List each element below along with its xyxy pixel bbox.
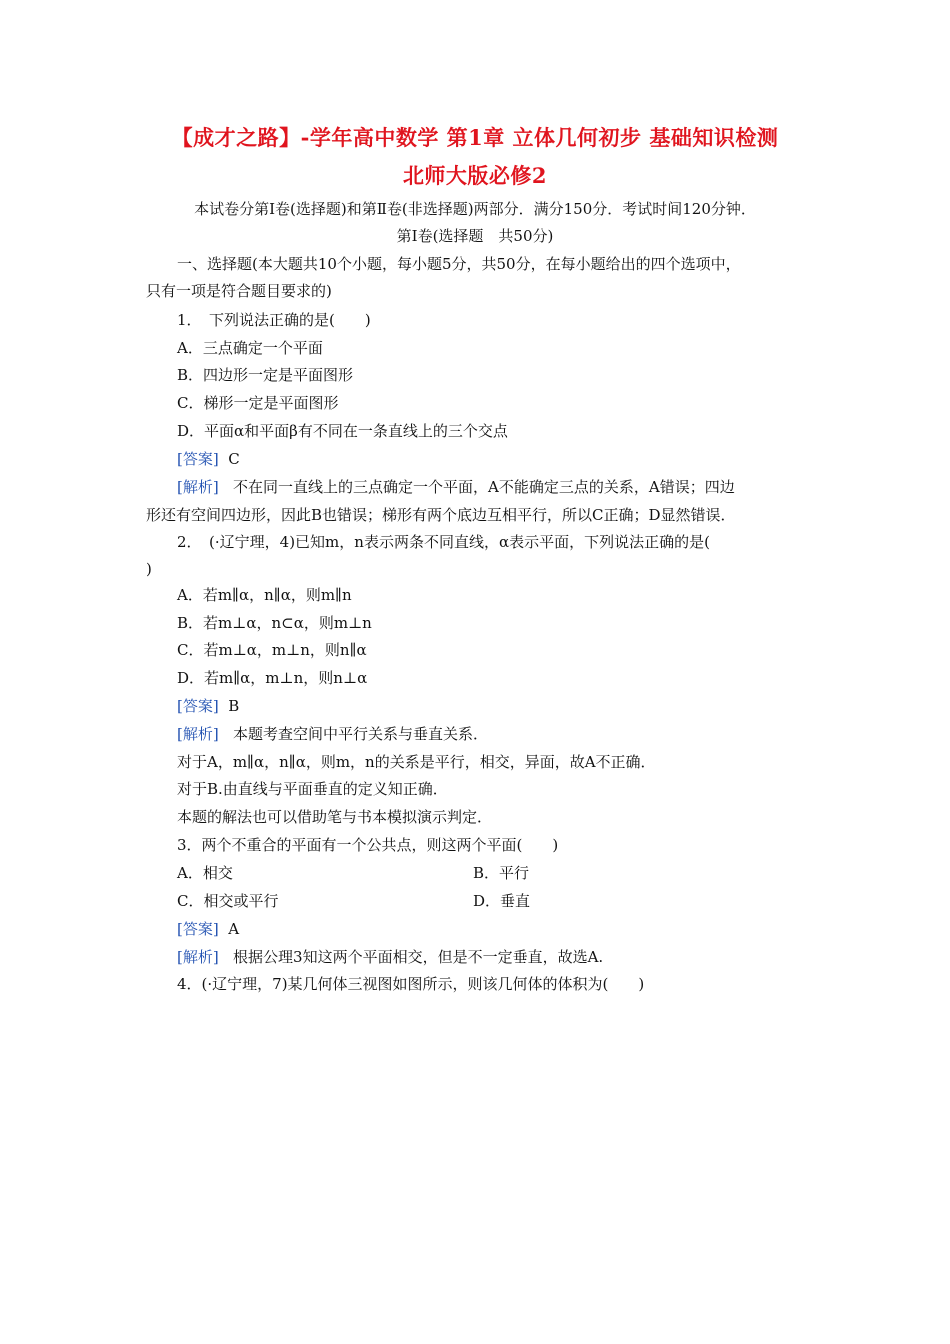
q2-analysis-line1 xyxy=(177,724,488,744)
q3-option-b: B．平行 xyxy=(473,864,530,882)
section1-instructions-line2: 只有一项是符合题目要求的) xyxy=(146,282,332,300)
q3-answer xyxy=(177,919,239,939)
q2-answer-value: B xyxy=(228,697,240,715)
q1-analysis-text1: 不在同一直线上的三点确定一个平面，A不能确定三点的关系，A错误；四边 xyxy=(233,478,735,496)
q1-analysis-line1 xyxy=(177,477,735,497)
q3-option-d: D．垂直 xyxy=(473,892,531,910)
q2-analysis-line3: 对于B.由直线与平面垂直的定义知正确． xyxy=(177,780,448,798)
section1-instructions-line1: 一、选择题(本大题共10个小题，每小题5分，共50分，在每小题给出的四个选项中， xyxy=(177,255,741,273)
q1-option-c: C．梯形一定是平面图形 xyxy=(177,394,339,412)
q2-option-a: A．若m∥α，n∥α，则m∥n xyxy=(177,586,352,604)
q2-stem-line2: ) xyxy=(146,560,152,578)
q1-answer xyxy=(177,449,240,469)
q3-option-a: A．相交 xyxy=(177,864,233,882)
q2-analysis-line2: 对于A，m∥α，n∥α，则m，n的关系是平行，相交，异面，故A不正确． xyxy=(177,753,656,771)
q3-analysis-text: 根据公理3知这两个平面相交，但是不一定垂直，故选A. xyxy=(233,948,604,966)
analysis-tag: [解析] xyxy=(177,948,219,966)
q1-answer-value: C xyxy=(228,450,240,468)
q2-answer xyxy=(177,696,239,716)
answer-tag: [答案] xyxy=(177,697,219,715)
q4-stem: 4．(·辽宁理，7)某几何体三视图如图所示，则该几何体的体积为( ) xyxy=(177,975,645,993)
q1-option-a: A．三点确定一个平面 xyxy=(177,339,323,357)
q3-answer-value: A xyxy=(228,920,240,938)
q2-option-c: C．若m⊥α，m⊥n，则n∥α xyxy=(177,641,367,659)
q3-analysis xyxy=(177,947,603,967)
q2-analysis-text1: 本题考查空间中平行关系与垂直关系． xyxy=(233,725,489,743)
document-title-line1: 【成才之路】-学年高中数学 第1章 立体几何初步 基础知识检测 xyxy=(171,125,779,150)
q1-option-b: B．四边形一定是平面图形 xyxy=(177,366,354,384)
part1-heading: 第Ⅰ卷(选择题 共50分) xyxy=(396,227,554,245)
answer-tag: [答案] xyxy=(177,920,219,938)
q1-option-d: D．平面α和平面β有不同在一条直线上的三个交点 xyxy=(177,422,508,440)
q2-analysis-line4: 本题的解法也可以借助笔与书本模拟演示判定． xyxy=(177,808,493,826)
document-title-line2: 北师大版必修2 xyxy=(402,163,548,188)
q1-stem: 1． 下列说法正确的是( ) xyxy=(177,311,371,329)
q3-stem: 3．两个不重合的平面有一个公共点，则这两个平面( ) xyxy=(177,836,559,854)
q2-option-d: D．若m∥α，m⊥n，则n⊥α xyxy=(177,669,368,687)
q2-stem-line1: 2． (·辽宁理，4)已知m，n表示两条不同直线，α表示平面，下列说法正确的是( xyxy=(177,533,710,551)
q3-option-c: C．相交或平行 xyxy=(177,892,279,910)
answer-tag: [答案] xyxy=(177,450,219,468)
exam-intro: 本试卷分第Ⅰ卷(选择题)和第Ⅱ卷(非选择题)两部分．满分150分．考试时间120分钟． xyxy=(194,200,756,218)
analysis-tag: [解析] xyxy=(177,725,219,743)
q1-analysis-line2: 形还有空间四边形，因此B也错误；梯形有两个底边互相平行，所以C正确；D显然错误． xyxy=(146,506,736,524)
q2-option-b: B．若m⊥α，n⊂α，则m⊥n xyxy=(177,614,372,632)
analysis-tag: [解析] xyxy=(177,478,219,496)
